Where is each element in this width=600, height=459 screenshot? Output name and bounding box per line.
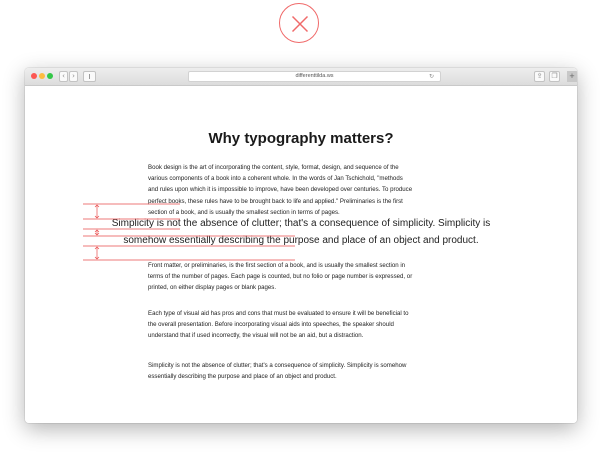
- visual-aid-paragraph: [148, 308, 468, 342]
- new-tab-button[interactable]: +: [567, 71, 577, 82]
- pull-quote-line: somehow essentially describing the purpose and place of an object and product.: [123, 235, 479, 246]
- paragraph-line: the overall presentation. Before incorporating visual aids into speeches, the speaker should: [148, 321, 394, 329]
- paragraph-line: terms of the number of pages. Each page is counted, but no folio or page number is expressed, or: [148, 273, 413, 281]
- spacing-arrow-icon: [95, 205, 99, 218]
- close-icon: [280, 4, 320, 44]
- reload-icon[interactable]: ↻: [428, 73, 434, 80]
- closing-paragraph: [148, 360, 468, 382]
- close-badge[interactable]: [279, 3, 319, 43]
- paragraph-line: section of a book, and is usually the smallest section in terms of pages.: [148, 208, 340, 216]
- minimize-window-button[interactable]: [39, 73, 45, 79]
- page-content: [25, 86, 577, 423]
- spacing-arrow-icon: [95, 247, 99, 259]
- browser-window: [25, 68, 577, 423]
- zoom-window-button[interactable]: [47, 73, 53, 79]
- pull-quote-line: Simplicity is not the absence of clutter; that's a consequence of simplicity. Simplicity is: [111, 218, 491, 229]
- url-text: differenttilda.ws: [295, 73, 334, 79]
- paragraph-line: Front matter, or preliminaries, is the first section of a book, and is usually the smallest section in: [148, 262, 406, 269]
- paragraph-line: essentially describing the purpose and place of an object and product.: [148, 373, 337, 381]
- paragraph-line: and rules upon which it is impossible to improve, have been developed over centuries. To produce: [148, 186, 413, 194]
- forward-button[interactable]: ›: [69, 71, 78, 82]
- paragraph-line: Simplicity is not the absence of clutter; that's a consequence of simplicity. Simplicity is somehow: [148, 362, 407, 369]
- browser-toolbar: [25, 68, 577, 86]
- sidebar-icon: [86, 74, 90, 79]
- paragraph-line: printed, on either display pages or blank pages.: [148, 284, 277, 292]
- paragraph-line: Book design is the art of incorporating the content, style, format, design, and sequence of the: [148, 164, 399, 171]
- back-button[interactable]: ‹: [59, 71, 68, 82]
- paragraph-line: understand that if used incorrectly, the visual will not be an aid, but a distraction.: [148, 332, 364, 340]
- paragraph-line: perfect books, these rules have to be brought back to life and applied." Preliminaries is the first: [148, 197, 403, 205]
- front-matter-paragraph: [148, 260, 468, 294]
- tab-overview-button[interactable]: ❐: [549, 71, 560, 82]
- paragraph-line: various components of a book into a coherent whole. In the words of Jan Tschichold, "methods: [148, 175, 403, 183]
- address-bar[interactable]: [188, 71, 441, 82]
- sidebar-toggle-button[interactable]: [83, 71, 96, 82]
- share-button[interactable]: ⇪: [534, 71, 545, 82]
- page-title: Why typography matters?: [208, 130, 394, 147]
- paragraph-line: Each type of visual aid has pros and cons that must be evaluated to ensure it will be beneficial to: [148, 310, 409, 317]
- spacing-arrow-icon: [95, 230, 99, 235]
- close-window-button[interactable]: [31, 73, 37, 79]
